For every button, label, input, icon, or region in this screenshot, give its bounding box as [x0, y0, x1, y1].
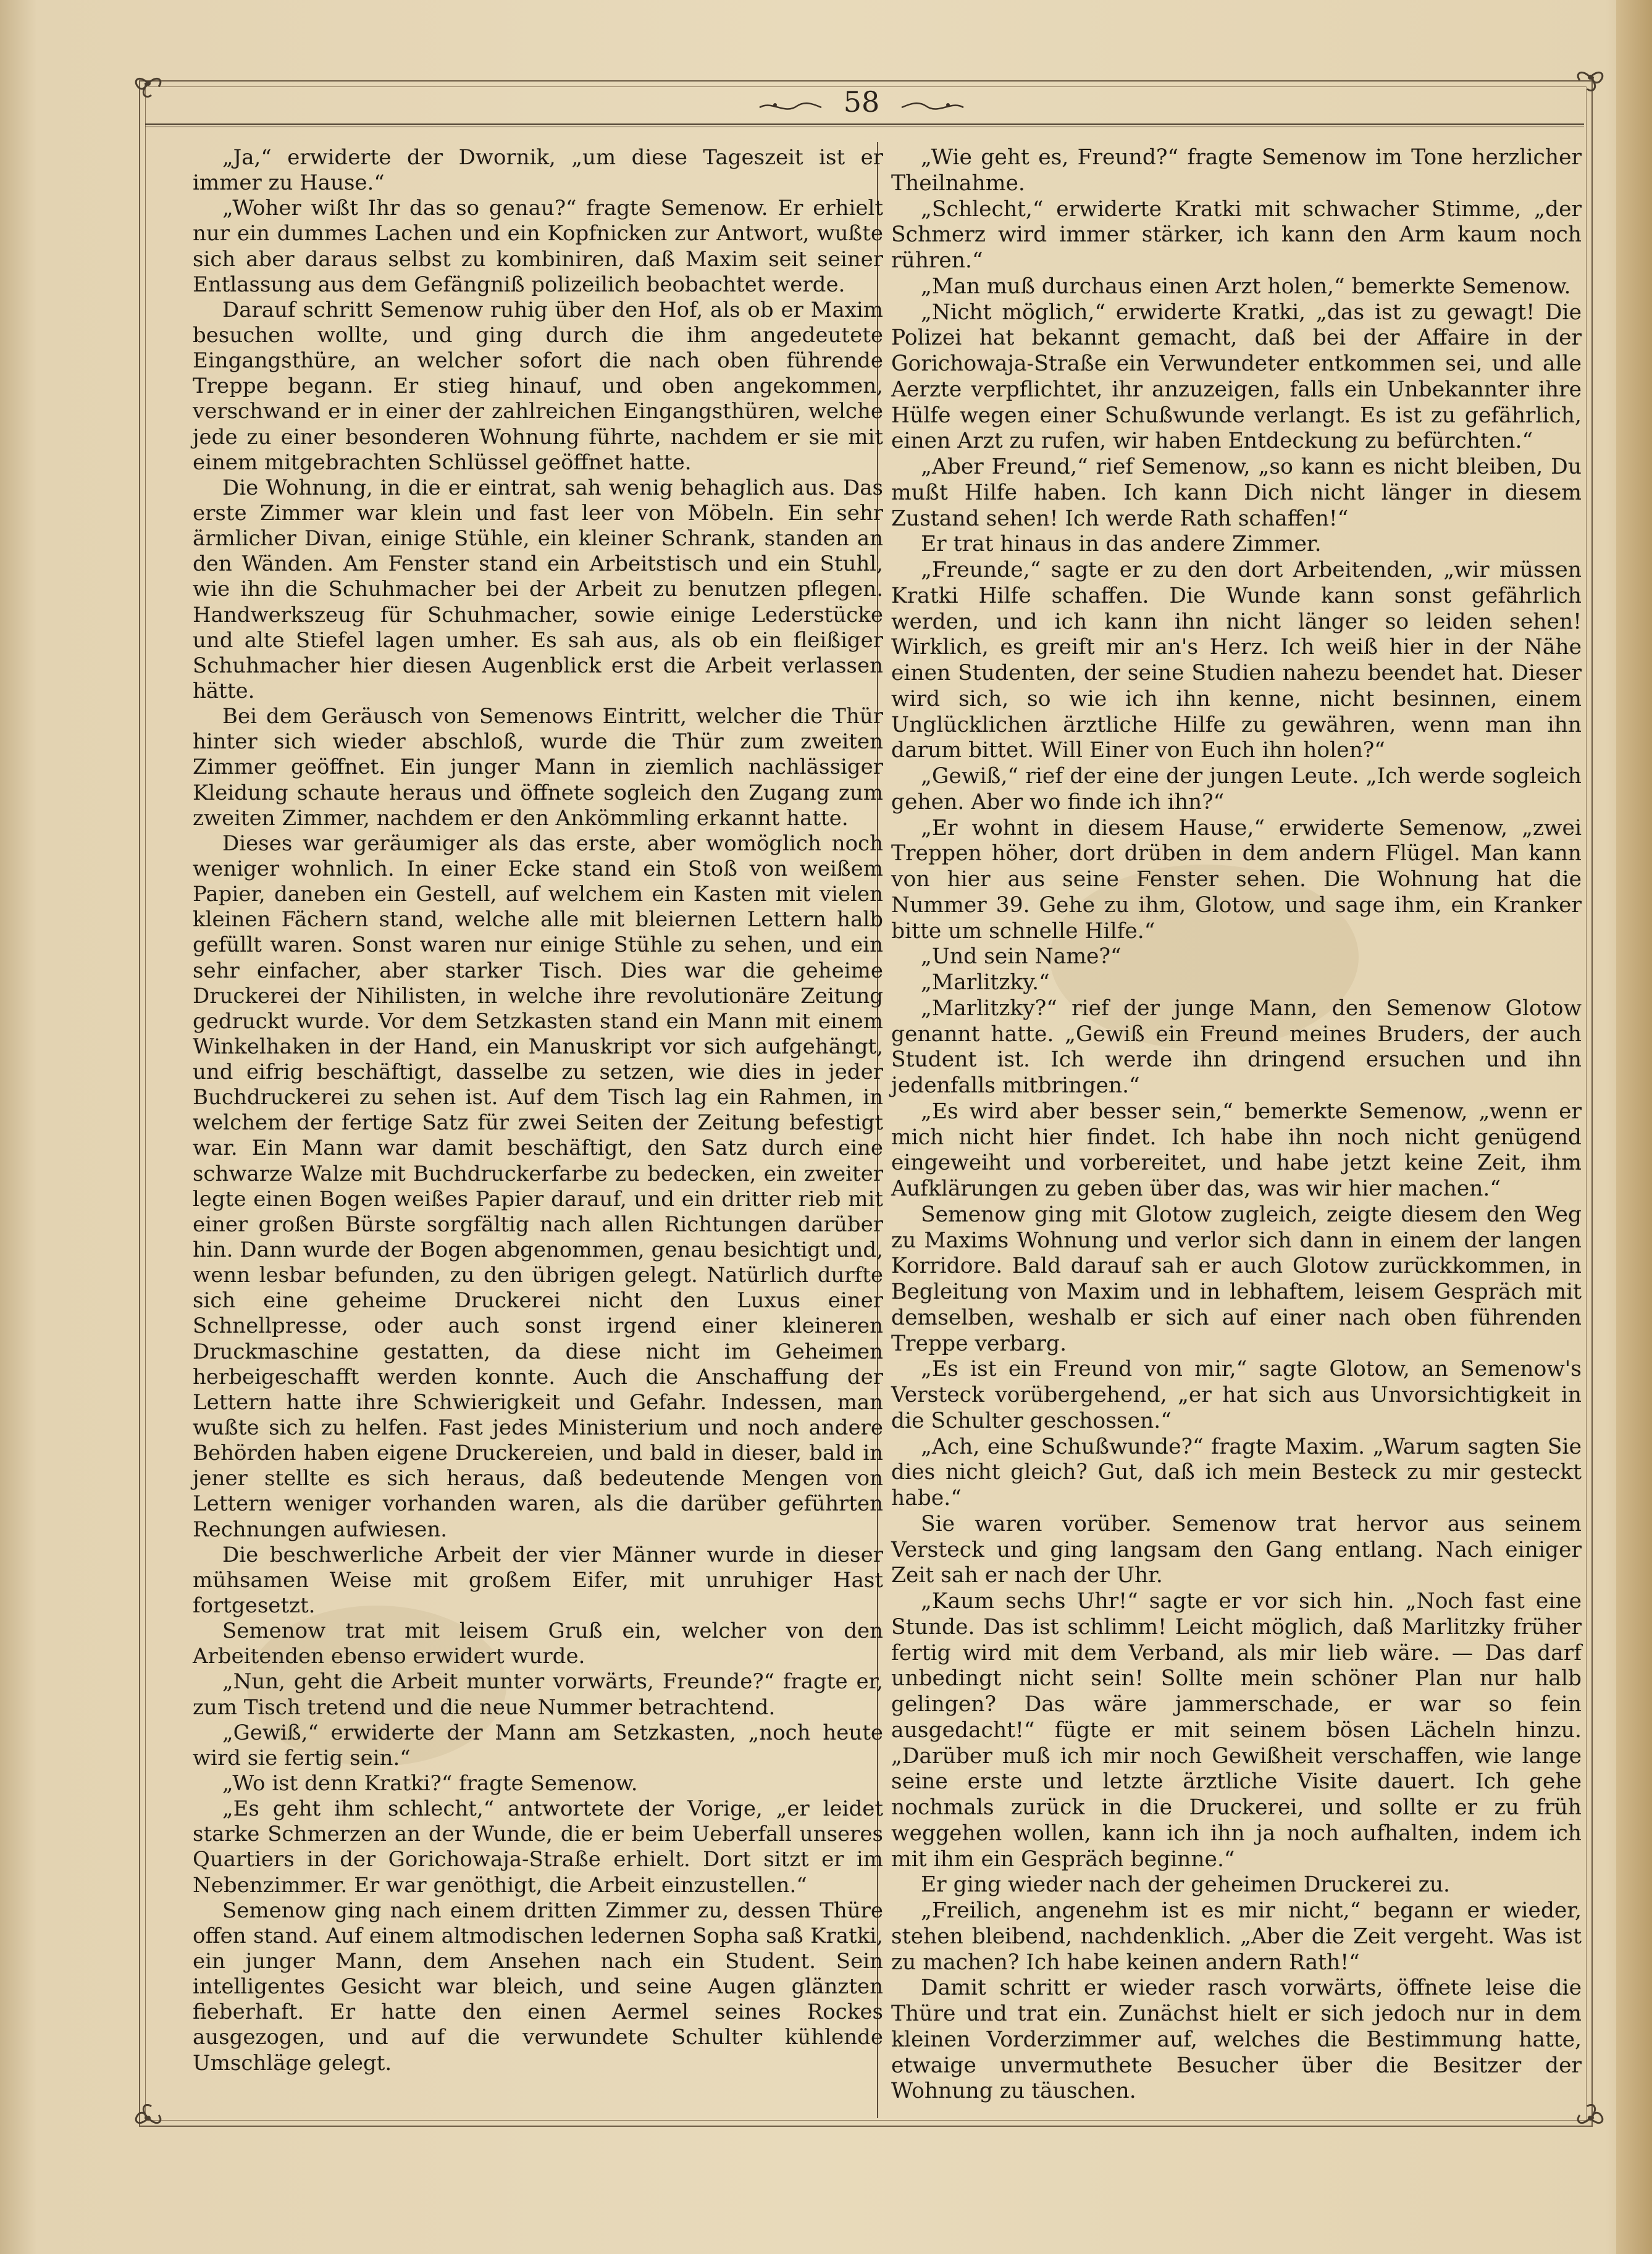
paragraph: „Gewiß,“ erwiderte der Mann am Setzkasten, „noch heute wird sie fertig sein.“: [193, 1720, 883, 1770]
paragraph: „Gewiß,“ rief der eine der jungen Leute. „Ich werde sogleich gehen. Aber wo finde ich ihn?“: [891, 764, 1582, 815]
paragraph: „Ja,“ erwiderte der Dwornik, „um diese Tageszeit ist er immer zu Hause.“: [193, 145, 883, 196]
right-column: [891, 145, 1582, 2115]
paragraph: „Nicht möglich,“ erwiderte Kratki, „das ist zu gewagt! Die Polizei hat bekannt gemacht, daß bei der Affaire in der Gorichowaja-Straße ein Verwundeter entkommen sei, und alle Aerzte verpflichtet, ihr anzuzeigen, falls ein Unbekannter ihre Hülfe wegen einer Schußwunde verlangt. Es ist zu gefährlich, einen Arzt zu rufen, wir haben Entdeckung zu befürchten.“: [891, 300, 1582, 454]
paragraph: Er ging wieder nach der geheimen Druckerei zu.: [921, 1872, 1451, 1898]
page-number: 58: [843, 85, 880, 119]
paragraph: Semenow trat mit leisem Gruß ein, welcher von den Arbeitenden ebenso erwidert wurde.: [193, 1619, 883, 1669]
paragraph: Semenow ging nach einem dritten Zimmer zu, dessen Thüre offen stand. Auf einem altmodischen ledernen Sopha saß Kratki, ein junger Mann, dem Ansehen nach ein Student. Sein intelligentes Gesicht war bleich, und seine Augen glänzten fieberhaft. Er hatte den einen Aermel seines Rockes ausgezogen, und auf die verwundete Schulter kühlende Umschläge gelegt.: [193, 1898, 883, 2076]
paragraph: „Aber Freund,“ rief Semenow, „so kann es nicht bleiben, Du mußt Hilfe haben. Ich kann Dich nicht länger in diesem Zustand sehen! Ich werde Rath schaffen!“: [891, 455, 1582, 531]
paragraph: „Woher wißt Ihr das so genau?“ fragte Semenow. Er erhielt nur ein dummes Lachen und ein Kopfnicken zur Antwort, wußte sich aber daraus selbst zu kombiniren, daß Maxim seit seiner Entlassung aus dem Gefängniß polizeilich beobachtet werde.: [193, 196, 883, 297]
left-column: [193, 145, 883, 2115]
paragraph: „Schlecht,“ erwiderte Kratki mit schwacher Stimme, „der Schmerz wird immer stärker, ich kann den Arm kaum noch rühren.“: [891, 196, 1582, 273]
paragraph: Er trat hinaus in das andere Zimmer.: [921, 532, 1322, 557]
paragraph: „Man muß durchaus einen Arzt holen,“ bemerkte Semenow.: [921, 274, 1571, 299]
paragraph: „Es geht ihm schlecht,“ antwortete der Vorige, „er leidet starke Schmerzen an der Wunde, die er beim Ueberfall unseres Quartiers in der Gorichowaja-Straße erhielt. Dort sitzt er im Nebenzimmer. Er war genöthigt, die Arbeit einzustellen.“: [193, 1796, 883, 1898]
corner-ornament-icon: [127, 2097, 170, 2140]
paragraph: „Es ist ein Freund von mir,“ sagte Glotow, an Semenow's Versteck vorübergehend, „er hat sich aus Unvorsichtigkeit in die Schulter geschossen.“: [891, 1357, 1582, 1433]
paragraph: Die beschwerliche Arbeit der vier Männer wurde in dieser mühsamen Weise mit großem Eifer, mit unruhiger Hast fortgesetzt.: [193, 1542, 883, 1619]
paragraph: „Und sein Name?“: [921, 944, 1122, 970]
header-flourish-left-icon: [757, 94, 824, 119]
paragraph: Darauf schritt Semenow ruhig über den Hof, als ob er Maxim besuchen wollte, und ging durch die ihm angedeutete Eingangsthüre, an welcher sofort die nach oben führende Treppe begann. Er stieg hinauf, und oben angekommen, verschwand er in einer der zahlreichen Eingangsthüren, welche jede zu einer besonderen Wohnung führte, nachdem er sie mit einem mitgebrachten Schlüssel geöffnet hatte.: [193, 297, 883, 475]
paragraph: „Er wohnt in diesem Hause,“ erwiderte Semenow, „zwei Treppen höher, dort drüben in dem andern Flügel. Man kann von hier aus seine Fenster sehen. Die Wohnung hat die Nummer 39. Gehe zu ihm, Glotow, und sage ihm, ein Kranker bitte um schnelle Hilfe.“: [891, 815, 1582, 944]
paragraph: „Nun, geht die Arbeit munter vorwärts, Freunde?“ fragte er, zum Tisch tretend und die neue Nummer betrachtend.: [193, 1669, 883, 1720]
corner-ornament-icon: [1569, 56, 1612, 99]
paragraph: „Marlitzky?“ rief der junge Mann, den Semenow Glotow genannt hatte. „Gewiß ein Freund meines Bruders, der auch Student ist. Ich werde ihn dringend ersuchen und ihn jedenfalls mitbringen.“: [891, 995, 1582, 1098]
paragraph: „Wie geht es, Freund?“ fragte Semenow im Tone herzlicher Theilnahme.: [891, 145, 1582, 196]
paragraph: Semenow ging mit Glotow zugleich, zeigte diesem den Weg zu Maxims Wohnung und verlor sich dann in einem der langen Korridore. Bald darauf sah er auch Glotow zurückkommen, in Begleitung von Maxim und in lebhaftem, leisem Gespräch mit demselben, weshalb er sich auf einer nach oben führenden Treppe verbarg.: [891, 1202, 1582, 1356]
header-flourish-right-icon: [899, 94, 966, 119]
paragraph: Damit schritt er wieder rasch vorwärts, öffnete leise die Thüre und trat ein. Zunächst hielt er sich jedoch nur in dem kleinen Vorderzimmer auf, welches die Bestimmung hatte, etwaige unvermuthete Besucher über die Besitzer der Wohnung zu täuschen.: [891, 1975, 1582, 2104]
paragraph: „Marlitzky.“: [921, 970, 1050, 995]
paragraph: „Freunde,“ sagte er zu den dort Arbeitenden, „wir müssen Kratki Hilfe schaffen. Die Wunde kann sonst gefährlich werden, und ich kann ihn nicht länger so leiden sehen! Wirklich, es greift mir an's Herz. Ich weiß hier in der Nähe einen Studenten, der seine Studien nahezu beendet hat. Dieser wird sich, so wie ich ihn kenne, nicht besinnen, einem Unglücklichen ärztliche Hilfe zu gewähren, wenn man ihn darum bittet. Will Einer von Euch ihn holen?“: [891, 558, 1582, 763]
page-edge: [1616, 0, 1652, 2254]
paragraph: „Ach, eine Schußwunde?“ fragte Maxim. „Warum sagten Sie dies nicht gleich? Gut, daß ich mein Besteck zu mir gesteckt habe.“: [891, 1434, 1582, 1510]
corner-ornament-icon: [127, 62, 170, 105]
paragraph: Bei dem Geräusch von Semenows Eintritt, welcher die Thür hinter sich wieder abschloß, wurde die Thür zum zweiten Zimmer geöffnet. Ein junger Mann in ziemlich nachlässiger Kleidung schaute heraus und öffnete sogleich den Zugang zum zweiten Zimmer, nachdem er den Ankömmling erkannt hatte.: [193, 704, 883, 831]
paragraph: „Wo ist denn Kratki?“ fragte Semenow.: [222, 1771, 638, 1796]
paragraph: „Freilich, angenehm ist es mir nicht,“ begann er wieder, stehen bleibend, nachdenklich. „Aber die Zeit vergeht. Was ist zu machen? Ich habe keinen andern Rath!“: [891, 1898, 1582, 1975]
paragraph: Dieses war geräumiger als das erste, aber womöglich noch weniger wohnlich. In einer Ecke stand ein Stoß von weißem Papier, daneben ein Gestell, auf welchem ein Kasten mit vielen kleinen Fächern stand, welche alle mit bleiernen Lettern halb gefüllt waren. Sonst waren nur einige Stühle zu sehen, und ein sehr einfacher, aber starker Tisch. Dies war die geheime Druckerei der Nihilisten, in welche ihre revolutionäre Zeitung gedruckt wurde. Vor dem Setzkasten stand ein Mann mit einem Winkelhaken in der Hand, ein Manuskript vor sich aufgehängt, und eifrig beschäftigt, dasselbe zu setzen, wie dies in jeder Buchdruckerei zu sehen ist. Auf dem Tisch lag ein Rahmen, in welchem der fertige Satz für zwei Seiten der Zeitung befestigt war. Ein Mann war damit beschäftigt, den Satz durch eine schwarze Walze mit Buchdruckerfarbe zu bedecken, ein zweiter legte einen Bogen weißes Papier darauf, und ein dritter rieb mit einer großen Bürste sorgfältig nach allen Richtungen darüber hin. Dann wurde der Bogen abgenommen, genau besichtigt und, wenn lesbar befunden, zu den übrigen gelegt. Natürlich durfte sich eine geheime Druckerei nicht den Luxus einer Schnellpresse, oder auch sonst irgend einer kleineren Druckmaschine gestatten, da diese nicht im Geheimen herbeigeschafft werden konnte. Auch die Anschaffung der Lettern hatte ihre Schwierigkeit und Gefahr. Indessen, man wußte sich zu helfen. Fast jedes Ministerium und noch andere Behörden haben eigene Druckereien, und bald in dieser, bald in jener stellte es sich heraus, daß bedeutende Mengen von Lettern weniger vorhanden waren, als die darüber geführten Rechnungen aufwiesen.: [193, 831, 883, 1542]
paragraph: Die Wohnung, in die er eintrat, sah wenig behaglich aus. Das erste Zimmer war klein und fast leer von Möbeln. Ein sehr ärmlicher Divan, einige Stühle, ein kleiner Schrank, standen an den Wänden. Am Fenster stand ein Arbeitstisch und ein Stuhl, wie ihn die Schuhmacher bei der Arbeit zu benutzen pflegen. Handwerkszeug für Schuhmacher, sowie einige Lederstücke und alte Stiefel lagen umher. Es sah aus, als ob ein fleißiger Schuhmacher hier diesen Augenblick erst die Arbeit verlassen hätte.: [193, 475, 883, 703]
paragraph: Sie waren vorüber. Semenow trat hervor aus seinem Versteck und ging langsam den Gang entlang. Nach einiger Zeit sah er nach der Uhr.: [891, 1511, 1582, 1588]
paragraph: „Kaum sechs Uhr!“ sagte er vor sich hin. „Noch fast eine Stunde. Das ist schlimm! Leicht möglich, daß Marlitzky früher fertig wird mit dem Verband, als mir lieb wäre. — Das darf unbedingt nicht sein! Sollte mein schöner Plan nur halb gelingen? Das wäre jammerschade, er war so fein ausgedacht!“ fügte er mit seinem bösen Lächeln hinzu. „Darüber muß ich mir noch Gewißheit verschaffen, wie lange seine erste und letzte ärztliche Visite dauert. Ich gehe nochmals zurück in die Druckerei, und sollte er zu früh weggehen wollen, kann ich ihn ja noch aufhalten, indem ich mit ihm ein Gespräch beginne.“: [891, 1589, 1582, 1872]
paragraph: „Es wird aber besser sein,“ bemerkte Semenow, „wenn er mich nicht hier findet. Ich habe ihn noch nicht genügend eingeweiht und vorbereitet, und habe jetzt keine Zeit, ihm Aufklärungen zu geben über das, was wir hier machen.“: [891, 1099, 1582, 1201]
header-rule: [145, 124, 1584, 127]
